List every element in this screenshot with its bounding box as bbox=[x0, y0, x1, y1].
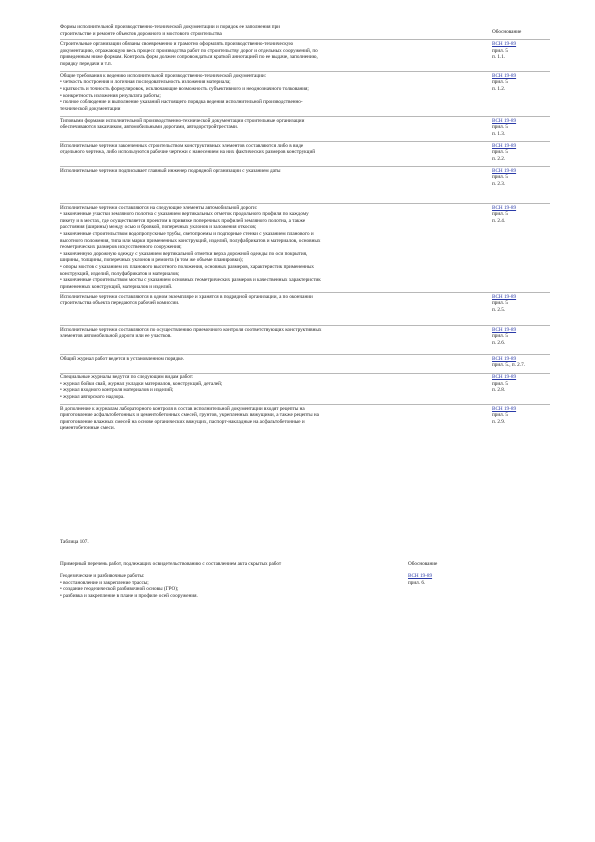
reference-section: п. 2.6. bbox=[492, 339, 506, 346]
reference-section: прил. 5 bbox=[492, 333, 508, 340]
row-text bbox=[60, 168, 488, 175]
table2-body-line: • создание геодезической разбивочной основы (ГРО); bbox=[60, 586, 179, 593]
row-text-line: пикету и в местах, где осуществляется проектом в привязке поперечных профилей земляного полотна, а также bbox=[60, 217, 306, 224]
row-text-line: отдельного чертежа, либо используются рабочие чертежи с нанесением на них фактических размеров конструкций bbox=[60, 149, 316, 156]
row-text-line: • законченные участки земляного полотна с указанием вертикальных отметок продольного профиля по каждому bbox=[60, 211, 309, 218]
table2-header-justification: Обоснование bbox=[408, 561, 438, 567]
row-reference bbox=[492, 205, 550, 225]
row-text bbox=[60, 41, 488, 67]
row-text-line: примененных конструкций, материалов и изделий. bbox=[60, 283, 173, 290]
row-text-line: обеспечиваются заказчиком, автомобильными дорогами, автодорстройтрестами. bbox=[60, 124, 239, 131]
row-text-line: конструкций, изделий, полуфабрикатов и материалов; bbox=[60, 270, 180, 277]
row-text-line: Общий журнал работ ведется в установленном порядке. bbox=[60, 355, 185, 362]
row-text bbox=[60, 73, 488, 113]
row-text-line: приготовление асфальтобетонных и цементобетонных смесей, грунтов, укрепленных вяжущими, а также рецепты на bbox=[60, 412, 319, 419]
row-text-line: • краткость и точность формулировок, исключающие возможность субъективного и неоднозначного толкования; bbox=[60, 85, 309, 92]
reference-section: п. 2.5. bbox=[492, 306, 506, 313]
reference-section: п. 2.2. bbox=[492, 155, 506, 162]
row-text bbox=[60, 294, 488, 307]
reference-section: прил. 5., п. 2.7. bbox=[492, 362, 525, 369]
table1-header-text bbox=[60, 24, 488, 37]
row-reference bbox=[492, 73, 550, 93]
reference-link[interactable]: ВСН 19-89 bbox=[492, 142, 517, 149]
table2-body bbox=[60, 573, 405, 599]
table2-header-text: Примерный перечень работ, подлежащих освидетельствованию с составлением акта скрытых работ bbox=[60, 561, 282, 567]
reference-link[interactable]: ВСН 19-89 bbox=[408, 573, 433, 579]
header-line: строительстве и ремонте объектов дорожного и мостового строительства bbox=[60, 30, 222, 37]
row-text-line: строительства объекта передаются рабочей комиссии. bbox=[60, 300, 180, 307]
table2-header bbox=[60, 561, 405, 568]
reference-section: прил. 5 bbox=[492, 174, 508, 181]
row-text-line: цементобетонные смеси. bbox=[60, 425, 115, 432]
table2-body-line: • восстановление и закрепление трассы; bbox=[60, 579, 149, 586]
reference-section: прил. 5 bbox=[492, 300, 508, 307]
table2-body-line: Геодезические и разбивочные работы: bbox=[60, 573, 145, 579]
row-reference bbox=[492, 327, 550, 347]
reference-section: п. 1.1. bbox=[492, 54, 506, 61]
reference-section: прил. 5 bbox=[492, 47, 508, 54]
table2-body-line: • разбивка и закрепление в плане и профиле осей сооружения. bbox=[60, 592, 198, 599]
row-text-line: Типовыми формами исполнительной производственно-технической документации строительные организации bbox=[60, 117, 305, 124]
table-caption: Таблица 107. bbox=[60, 539, 89, 545]
row-text-line: • журнал авторского надзора. bbox=[60, 393, 125, 400]
reference-section: п. 2.4. bbox=[492, 217, 506, 224]
row-reference bbox=[492, 356, 550, 369]
row-text bbox=[60, 356, 488, 363]
row-text-line: • четкость построения и логичная последовательность изложения материала; bbox=[60, 79, 231, 86]
row-text bbox=[60, 118, 488, 131]
row-text-line: • журнал бойки свай, журнал укладки материалов, конструкций, деталей; bbox=[60, 380, 223, 387]
row-reference bbox=[492, 143, 550, 163]
row-text bbox=[60, 374, 488, 400]
row-text-line: высотного положения, типа или марки примененных конструкций, изделий, полуфабрикатов и материалов, основных bbox=[60, 237, 321, 244]
row-text-line: В дополнение к журналам лабораторного контроля в состав исполнительной документации входят рецепты на bbox=[60, 405, 305, 412]
header-line: Формы исполнительной производственно-технической документации и порядок ее заполнения при bbox=[60, 24, 280, 30]
row-text-line: Исполнительные чертежи составляются на следующие элементы автомобильной дороги: bbox=[60, 204, 258, 211]
row-text-line: • законченную дорожную одежду с указанием вертикальной отметки верха дорожной одежды по оси покрытия, bbox=[60, 250, 308, 257]
row-reference bbox=[492, 374, 550, 394]
reference-link[interactable]: ВСН 19-89 bbox=[492, 405, 517, 412]
reference-link[interactable]: ВСН 19-89 bbox=[492, 167, 517, 174]
row-text bbox=[60, 143, 488, 156]
table1-header-justification: Обоснование bbox=[492, 29, 522, 36]
row-text-line: Строительные организации обязаны своевременно и грамотно оформлять производственно-техническую bbox=[60, 41, 294, 48]
reference-section: прил. 5 bbox=[492, 211, 508, 218]
reference-section: п. 2.8. bbox=[492, 387, 506, 394]
row-reference bbox=[492, 294, 550, 314]
row-text bbox=[60, 327, 488, 340]
reference-section: п. 1.3. bbox=[492, 130, 506, 137]
reference-section: прил. 5 bbox=[492, 412, 508, 419]
row-text-line: ширины, толщины, поперечных уклонов и ремонта (в том же объеме планировки); bbox=[60, 257, 244, 264]
row-text-line: геометрических размеров искусственного сооружения; bbox=[60, 244, 182, 251]
row-text-line: • журнал входного контроля материалов и изделий; bbox=[60, 387, 174, 394]
row-text-line: Исполнительные чертежи составляются по осуществлению приемочного контроля соответствующих конструктивных bbox=[60, 326, 322, 333]
reference-section: п. 2.9. bbox=[492, 418, 506, 425]
reference-link[interactable]: ВСН 19-89 bbox=[492, 355, 517, 362]
row-text-line: расстояния (ширины) между осью и бровкой, поперечных уклонов и заложения откосов; bbox=[60, 224, 257, 231]
reference-section: прил. 5 bbox=[492, 79, 508, 86]
row-text-line: приведенным ниже формам. Контроль форм должен сопровождаться краткой аннотацией по ее выдаче, заполнению, bbox=[60, 54, 318, 61]
reference-section: п. 1.2. bbox=[492, 85, 506, 92]
row-text-line: Специальные журналы ведутся по следующим видам работ: bbox=[60, 374, 194, 380]
reference-section: прил. 5 bbox=[492, 380, 508, 387]
row-text-line: Исполнительные чертежи законченных строительством конструктивных элементов составляются либо в виде bbox=[60, 142, 304, 149]
reference-link[interactable]: ВСН 19-89 bbox=[492, 204, 517, 211]
row-text bbox=[60, 406, 488, 432]
reference-link[interactable]: ВСН 19-89 bbox=[492, 117, 517, 124]
row-text-line: • полное соблюдение и выполнение указаний настоящего порядка ведения исполнительной производственно- bbox=[60, 99, 303, 106]
reference-section: прил. 5 bbox=[492, 124, 508, 131]
reference-section: прил. 6. bbox=[408, 579, 426, 586]
row-reference bbox=[492, 406, 550, 426]
row-text-line: Исполнительные чертежи подписывает главный инженер подрядной организации с указанием даты bbox=[60, 167, 281, 174]
row-text-line: • конкретность изложения результата работы; bbox=[60, 92, 161, 99]
row-reference bbox=[492, 118, 550, 138]
row-text bbox=[60, 205, 488, 291]
reference-link[interactable]: ВСН 19-89 bbox=[492, 72, 517, 79]
row-text-line: • законченные строительством водопропускные трубы, светопроемы и подпорные стенки с указанием планового и bbox=[60, 230, 314, 237]
row-text-line: элементов автомобильной дороги или ее участков. bbox=[60, 333, 172, 340]
table2-reference bbox=[408, 573, 488, 586]
reference-link[interactable]: ВСН 19-89 bbox=[492, 374, 517, 380]
reference-section: п. 2.3. bbox=[492, 180, 506, 187]
row-text-line: • опоры мостов с указанием их планового высотного положения, основных размеров, характеристик примененных bbox=[60, 263, 315, 270]
reference-link[interactable]: ВСН 19-89 bbox=[492, 326, 517, 333]
row-text-line: Общие требования к ведению исполнительной производственно-технической документации: bbox=[60, 72, 267, 79]
reference-link[interactable]: ВСН 19-89 bbox=[492, 41, 517, 48]
row-text-line: порядку передачи и т.п. bbox=[60, 60, 112, 67]
row-reference bbox=[492, 168, 550, 188]
reference-link[interactable]: ВСН 19-89 bbox=[492, 293, 517, 300]
row-text-line: Исполнительные чертежи составляются в одном экземпляре и хранятся в подрядной организации, а по окончании bbox=[60, 293, 313, 300]
row-text-line: приготовление влажных смесей на основе органических вяжущих, паспорт-накладные на асфальтобетонные и bbox=[60, 418, 305, 425]
row-reference bbox=[492, 41, 550, 61]
row-text-line: документацию, отражающую весь процесс производства работ по строительству дорог и отдельных сооружений, по bbox=[60, 47, 318, 54]
row-text-line: • законченные строительством мосты с указанием основных геометрических размеров и качественных характеристик bbox=[60, 277, 321, 284]
row-text-line: технической документации bbox=[60, 105, 121, 112]
reference-section: прил. 5 bbox=[492, 149, 508, 156]
